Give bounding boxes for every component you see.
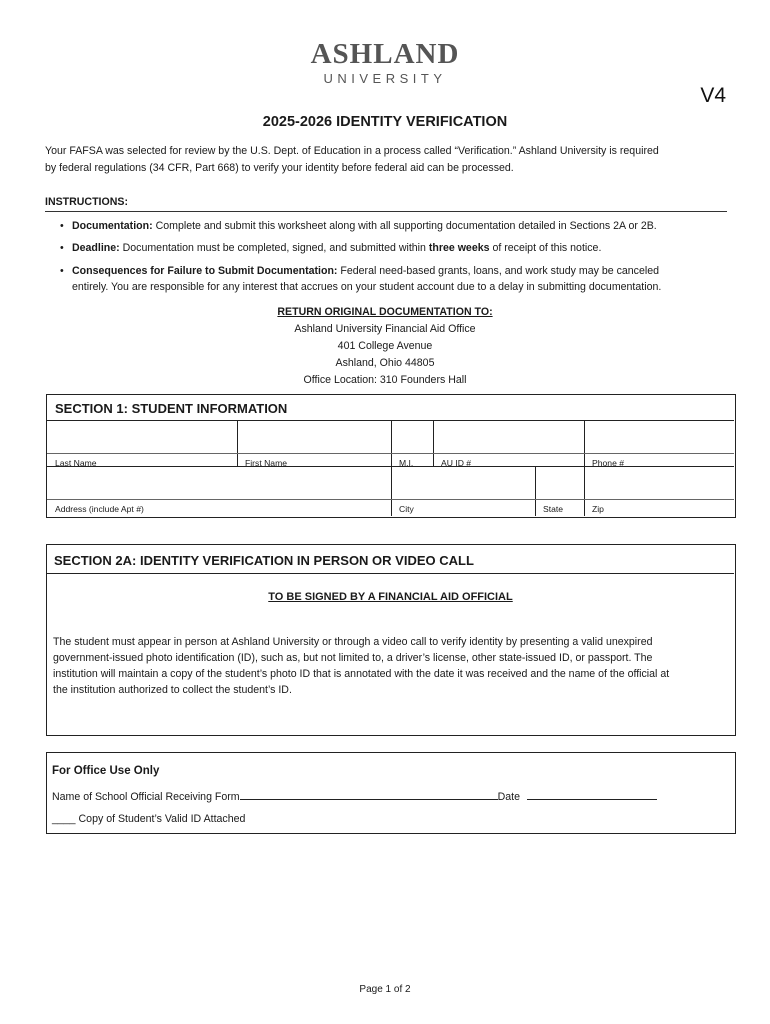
zip-label: Zip xyxy=(592,504,604,514)
page-title: 2025-2026 IDENTITY VERIFICATION xyxy=(262,114,508,130)
office-use-box xyxy=(46,752,736,834)
last-name-label: Last Name xyxy=(55,458,97,468)
last-name-field[interactable] xyxy=(47,421,237,466)
date-label: Date xyxy=(497,791,521,803)
middle-initial-field[interactable] xyxy=(391,421,433,466)
intro-line-2: by federal regulations (34 CFR, Part 668) to verify your identity before federal aid can be processed. xyxy=(45,162,514,174)
intro-paragraph xyxy=(45,143,735,177)
state-label: State xyxy=(543,504,564,514)
date-line[interactable] xyxy=(527,789,657,800)
instruction-label: Documentation: xyxy=(72,220,153,232)
logo-subtitle: UNIVERSITY xyxy=(323,71,447,86)
address-field[interactable] xyxy=(47,467,391,516)
return-city: Ashland, Ohio 44805 xyxy=(335,357,435,369)
logo-wordmark: ASHLAND xyxy=(310,38,460,70)
instruction-label: Consequences for Failure to Submit Documentation: xyxy=(72,265,338,277)
section2a-paragraph xyxy=(53,634,729,698)
paragraph-line: the institution authorized to collect the student’s ID. xyxy=(53,684,292,696)
instruction-text: Complete and submit this worksheet along with all supporting documentation detailed in Sections 2A or 2B. xyxy=(152,220,657,232)
intro-line-1: Your FAFSA was selected for review by the U.S. Dept. of Education in a process called “Verification.” Ashland University is required xyxy=(45,145,659,157)
label-underline xyxy=(47,453,734,454)
instruction-text-continued: entirely. You are responsible for any interest that accrues on your student account due to a delay in submitting documentation. xyxy=(72,281,662,293)
phone-label: Phone # xyxy=(592,458,625,468)
sign-heading: TO BE SIGNED BY A FINANCIAL AID OFFICIAL xyxy=(268,591,513,603)
instruction-item xyxy=(60,240,730,256)
section1-heading: SECTION 1: STUDENT INFORMATION xyxy=(55,401,288,416)
city-field[interactable] xyxy=(391,467,535,516)
section2a-header-divider xyxy=(47,573,734,574)
section2a-heading: SECTION 2A: IDENTITY VERIFICATION IN PERSON OR VIDEO CALL xyxy=(54,553,474,568)
paragraph-line: government-issued photo identification (ID), such as, but not limited to, a driver’s license, other state-issued ID, or passport. The xyxy=(53,652,653,664)
instructions-heading: INSTRUCTIONS: xyxy=(45,196,128,208)
bullet-icon: • xyxy=(60,265,64,277)
id-copy-row xyxy=(52,812,245,826)
id-copy-label: Copy of Student’s Valid ID Attached xyxy=(78,813,246,825)
instruction-text: of receipt of this notice. xyxy=(489,242,602,254)
state-field[interactable] xyxy=(535,467,584,516)
instruction-text: Federal need-based grants, loans, and work study may be canceled xyxy=(337,265,660,277)
official-name-label: Name of School Official Receiving Form xyxy=(52,791,240,803)
official-name-line[interactable] xyxy=(240,789,498,800)
au-id-label: AU ID # xyxy=(441,458,472,468)
instructions-divider xyxy=(45,211,727,212)
instruction-item xyxy=(60,218,730,234)
paragraph-line: The student must appear in person at Ashland University or through a video call to verify identity by presenting a valid unexpired xyxy=(53,636,653,648)
bullet-icon: • xyxy=(60,220,64,232)
city-label: City xyxy=(399,504,414,514)
page-number: Page 1 of 2 xyxy=(359,984,411,995)
bullet-icon: • xyxy=(60,242,64,254)
return-address xyxy=(0,304,770,389)
middle-initial-label: M.I. xyxy=(399,458,414,468)
address-label: Address (include Apt #) xyxy=(55,504,144,514)
return-office: Ashland University Financial Aid Office xyxy=(294,323,476,335)
paragraph-line: institution will maintain a copy of the student’s photo ID that is annotated with the date it was received and the name of the official at xyxy=(53,668,670,680)
instruction-label: Deadline: xyxy=(72,242,120,254)
section1-student-information xyxy=(46,394,736,518)
instruction-item xyxy=(60,263,730,295)
section2a-identity-verification xyxy=(46,544,736,736)
office-use-heading: For Office Use Only xyxy=(52,765,160,777)
official-name-row xyxy=(52,789,657,804)
form-version: V4 xyxy=(700,84,726,107)
first-name-field[interactable] xyxy=(237,421,391,466)
phone-field[interactable] xyxy=(584,421,734,466)
return-street: 401 College Avenue xyxy=(337,340,433,352)
label-underline xyxy=(47,499,734,500)
zip-field[interactable] xyxy=(584,467,734,516)
first-name-label: First Name xyxy=(245,458,288,468)
id-copy-checkline[interactable]: ____ xyxy=(52,813,76,825)
instruction-text: Documentation must be completed, signed, and submitted within xyxy=(119,242,429,254)
instruction-emphasis: three weeks xyxy=(428,242,490,254)
au-id-field[interactable] xyxy=(433,421,584,466)
return-location: Office Location: 310 Founders Hall xyxy=(303,374,467,386)
return-heading: RETURN ORIGINAL DOCUMENTATION TO: xyxy=(277,306,493,318)
